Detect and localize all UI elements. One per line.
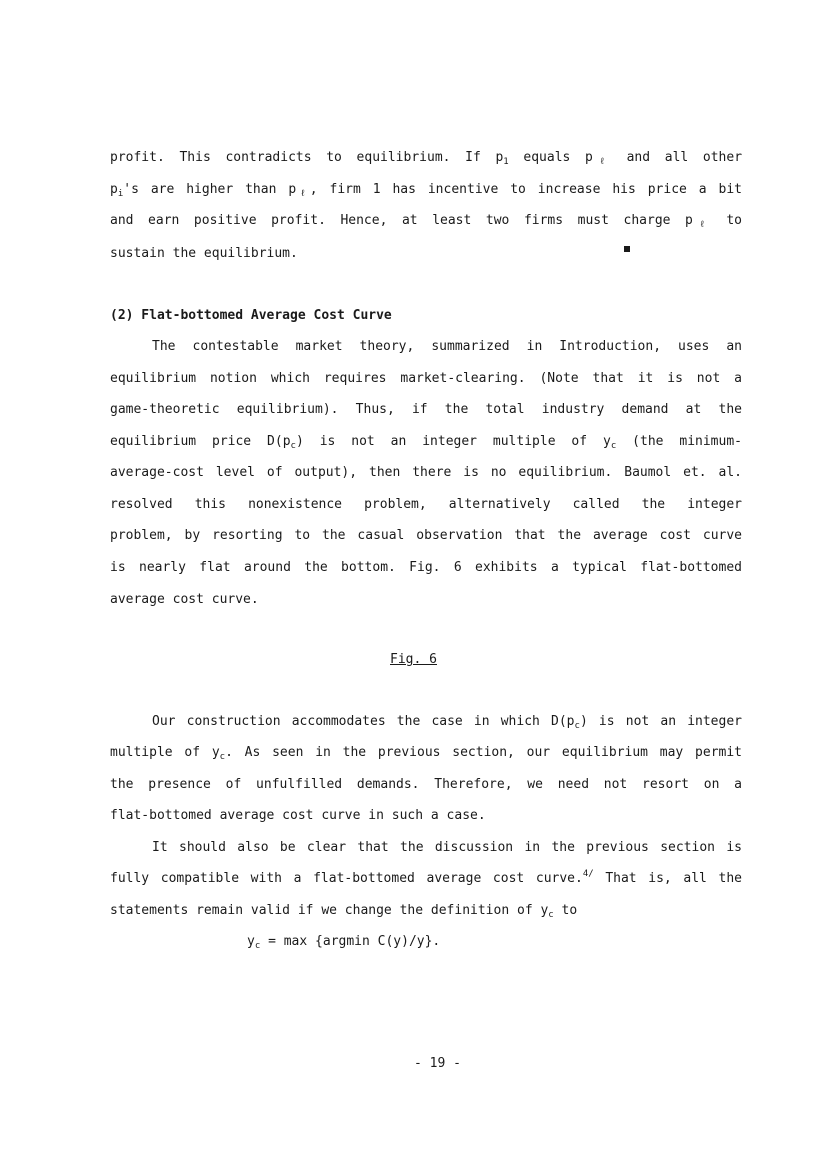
paragraph-1-line-5: average-cost level of output), then there is no equilibrium. Baumol et. al. [110,465,742,480]
proof-line-3: and earn positive profit. Hence, at least two firms must charge $p_\ell$ to [110,213,743,230]
section-heading: (2) Flat-bottomed Average Cost Curve [110,308,392,323]
paragraph-3-line-3: statements remain valid if we change the definition of $y_c$ to [110,903,578,920]
figure-label: Fig. 6 [390,652,437,667]
paragraph-1-line-1: The contestable market theory, summarized in Introduction, uses an [152,339,742,354]
proof-line-4: sustain the equilibrium. [110,246,298,261]
paragraph-1-line-6: resolved this nonexistence problem, alternatively called the integer [110,497,742,512]
paragraph-1-line-9: average cost curve. [110,592,259,607]
paragraph-3-line-2: fully compatible with a flat-bottomed average cost curve.$^{4/}$ That is, all the [110,869,742,886]
paragraph-1-line-2: equilibrium notion which requires market-clearing. (Note that it is not a [110,371,742,386]
footnote-marker: 4/ [582,869,594,879]
paragraph-1-line-7: problem, by resorting to the casual observation that the average cost curve [110,528,742,543]
paragraph-3-line-1: It should also be clear that the discussion in the previous section is [152,840,742,855]
paragraph-2-line-2: multiple of $y_c$. As seen in the previous section, our equilibrium may permit [110,745,742,762]
paragraph-1-line-8: is nearly flat around the bottom. Fig. 6 exhibits a typical flat-bottomed [110,560,742,575]
end-of-proof-mark [624,246,630,252]
definition-equation: $y_c = \max \{argmin$ C(y)/y}. [247,934,441,951]
paragraph-2-line-4: flat-bottomed average cost curve in such a case. [110,808,486,823]
paragraph-2-line-3: the presence of unfulfilled demands. Therefore, we need not resort on a [110,777,742,792]
proof-line-1: profit. This contradicts to equilibrium. If $p_1$ equals $p_\ell$ and all other [110,150,743,167]
proof-line-2: $p_i's$ are higher than $p_\ell$, firm 1 has incentive to increase his price a bit [110,182,742,199]
paragraph-2-line-1: Our construction accommodates the case in which $D(p_c)$ is not an integer [152,714,742,731]
paragraph-1-line-3: game-theoretic equilibrium). Thus, if the total industry demand at the [110,402,742,417]
paragraph-1-line-4: equilibrium price $D(p_c)$ is not an integer multiple of $y_c$ (the minimum- [110,434,742,451]
page-number: - 19 - [414,1056,461,1071]
